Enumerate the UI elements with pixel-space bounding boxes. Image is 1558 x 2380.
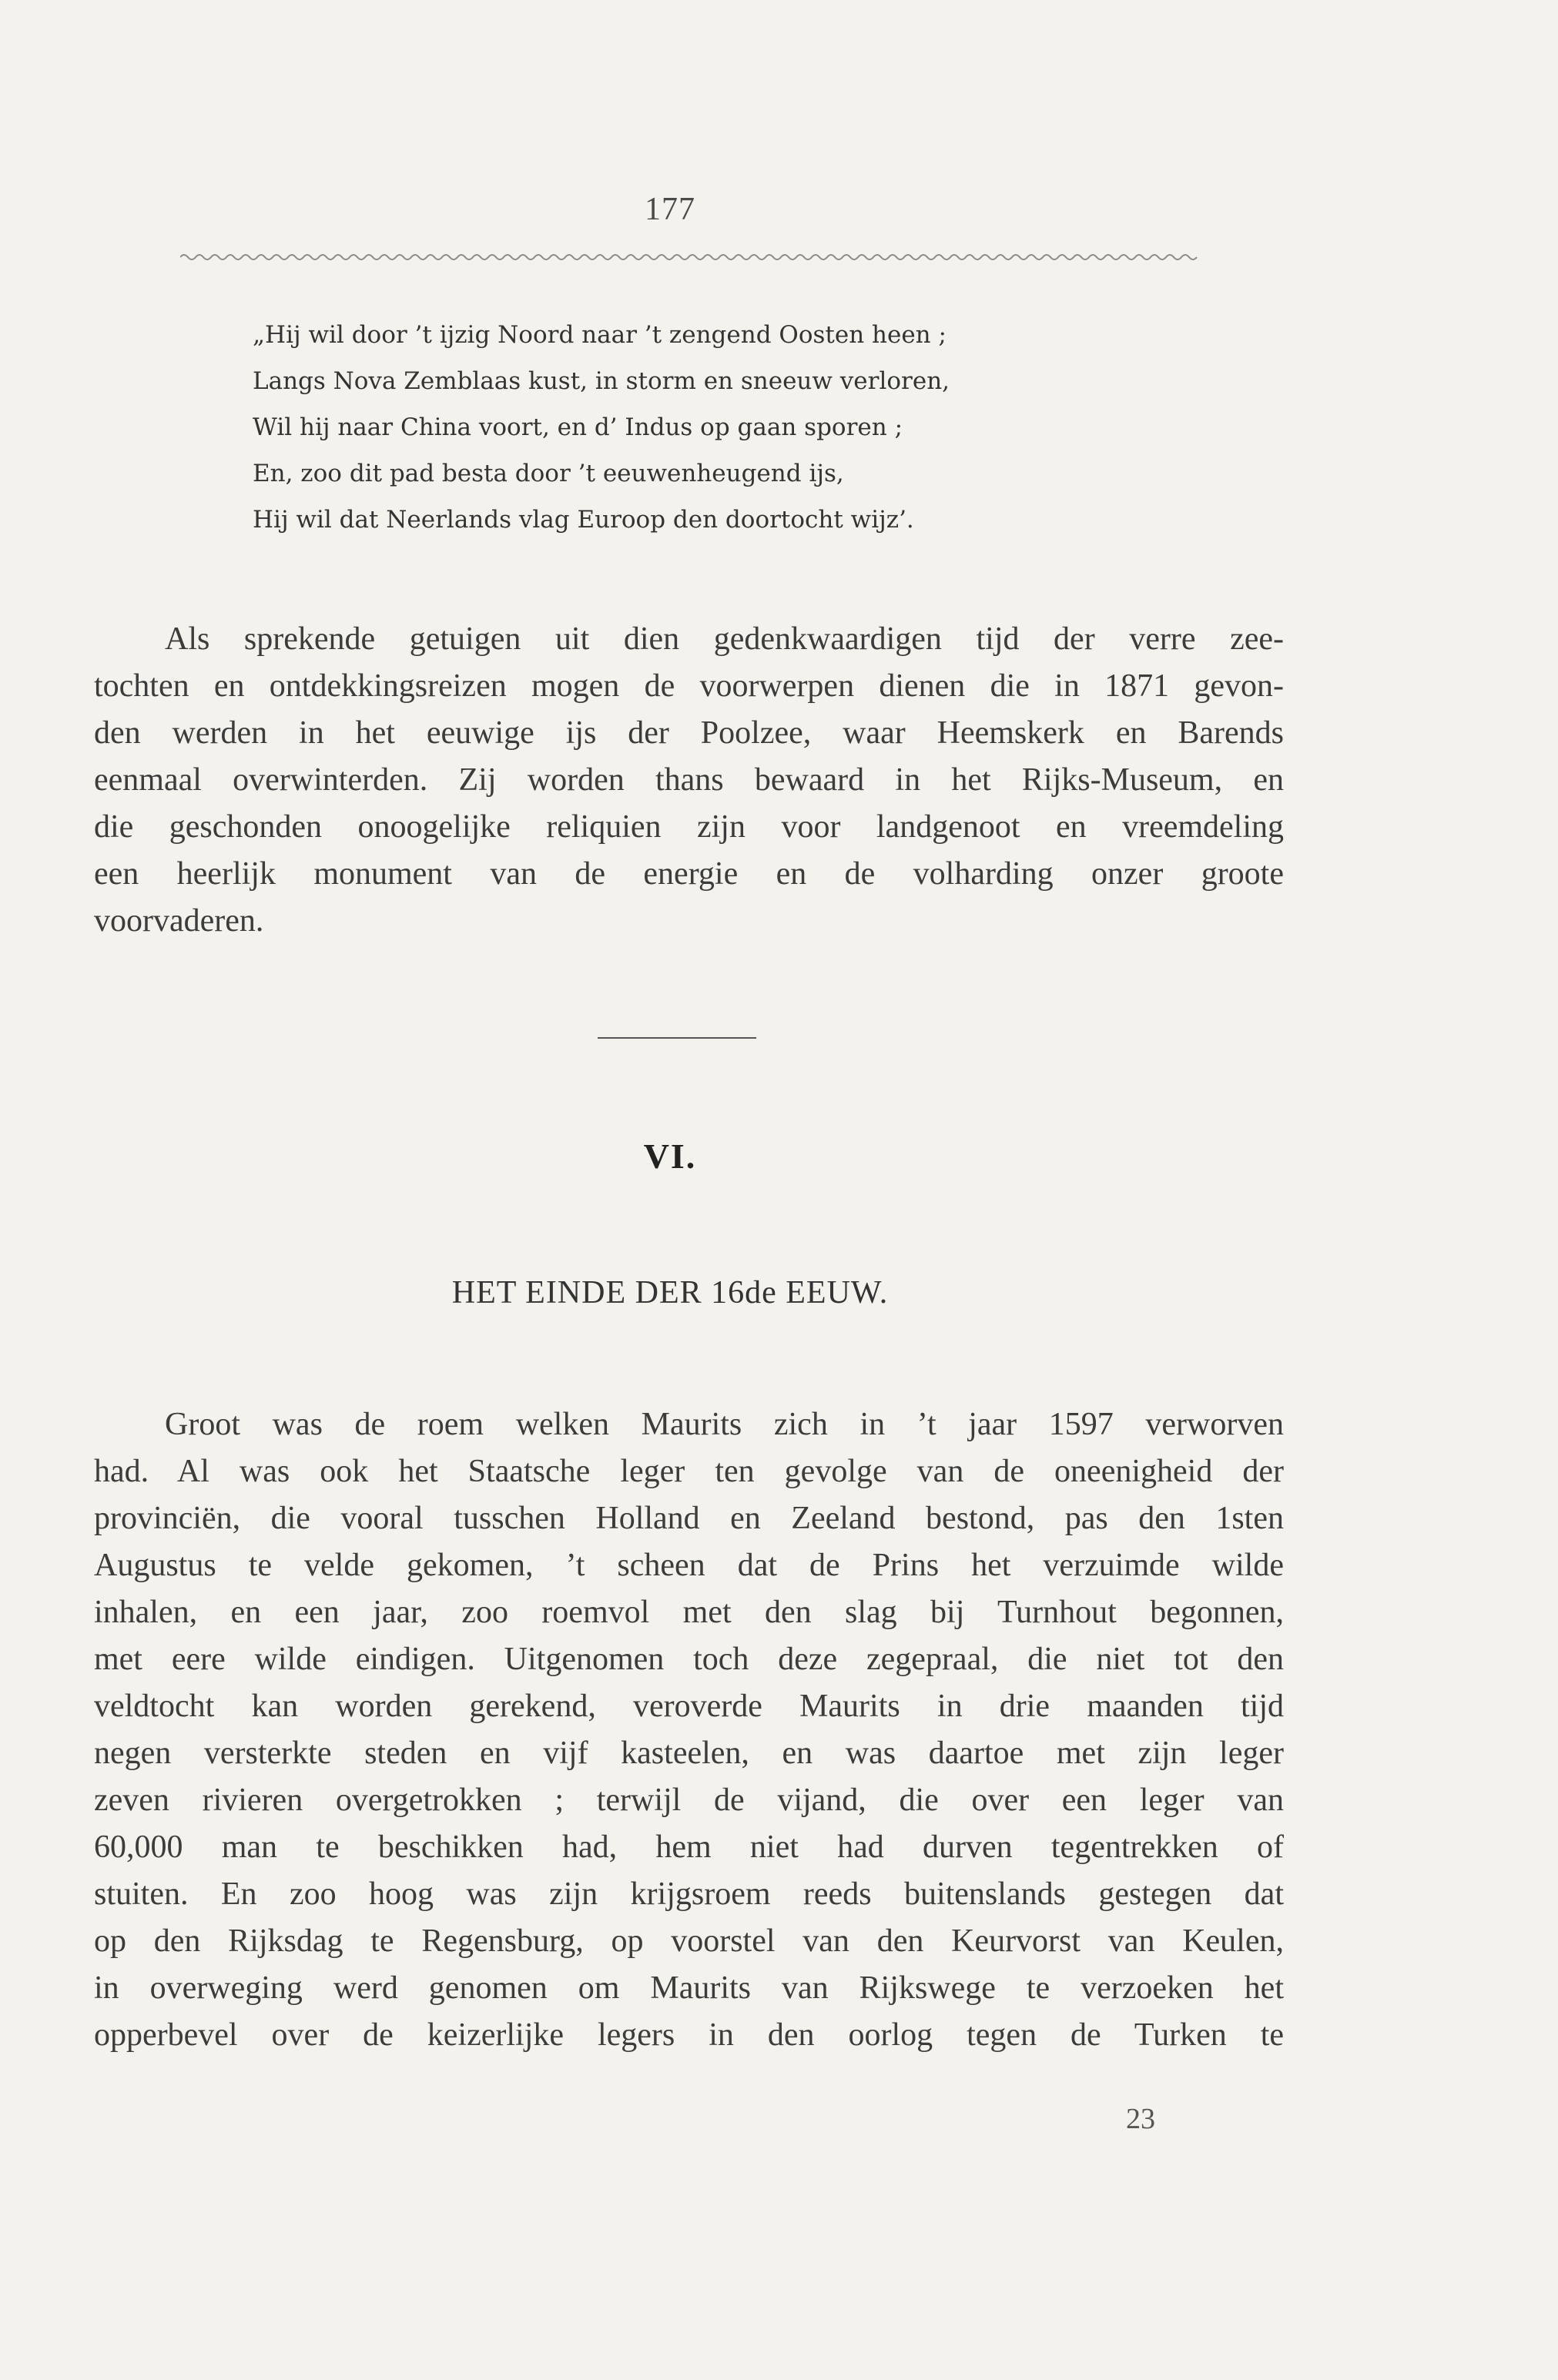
text-line: een heerlijk monument van de energie en de volharding onzer groote (94, 856, 1284, 892)
text-line: Groot was de roem welken Maurits zich in ’t jaar 1597 verworven (165, 1407, 1284, 1442)
ornamental-wavy-rule (180, 248, 1282, 263)
text-line: tochten en ontdekkingsreizen mogen de voorwerpen dienen die in 1871 gevon- (94, 668, 1284, 704)
text-line: stuiten. En zoo hoog was zijn krijgsroem reeds buitenslands gestegen dat (94, 1876, 1284, 1912)
text-line: den werden in het eeuwige ijs der Poolzee, waar Heemskerk en Barends (94, 715, 1284, 751)
text-line: opperbevel over de keizerlijke legers in den oorlog tegen de Turken te (94, 2017, 1284, 2053)
paragraph-relics (94, 616, 1284, 945)
chapter-number: VI. (643, 1136, 697, 1176)
text-line: zeven rivieren overgetrokken ; terwijl de vijand, die over een leger van (94, 1782, 1284, 1818)
text-line: voorvaderen. (94, 903, 264, 939)
section-divider (598, 1037, 756, 1039)
signature-mark: 23 (1126, 2103, 1155, 2135)
page-number: 177 (645, 192, 695, 227)
poem-line: „Hij wil door ’t ijzig Noord naar ’t zengend Oosten heen ; (253, 321, 947, 349)
poem-line: Langs Nova Zemblaas kust, in storm en sneeuw verloren, (253, 367, 950, 395)
poem-line: En, zoo dit pad besta door ’t eeuwenheugend ijs, (253, 460, 844, 487)
text-line: in overweging werd genomen om Maurits van Rijkswege te verzoeken het (94, 1970, 1284, 2006)
poem-line: Hij wil dat Neerlands vlag Euroop den doortocht wijz’. (253, 506, 914, 534)
poem-line: Wil hij naar China voort, en d’ Indus op gaan sporen ; (253, 413, 903, 441)
text-line: op den Rijksdag te Regensburg, op voorstel van den Keurvorst van Keulen, (94, 1923, 1284, 1959)
chapter-title: HET EINDE DER 16de EEUW. (451, 1275, 889, 1311)
text-line: inhalen, en een jaar, zoo roemvol met den slag bij Turnhout begonnen, (94, 1595, 1284, 1630)
text-line: negen versterkte steden en vijf kasteelen, en was daartoe met zijn leger (94, 1736, 1284, 1771)
text-line: met eere wilde eindigen. Uitgenomen toch deze zegepraal, die niet tot den (94, 1642, 1284, 1677)
text-line: veldtocht kan worden gerekend, veroverde Maurits in drie maanden tijd (94, 1689, 1284, 1724)
text-line: die geschonden onoogelijke reliquien zijn voor landgenoot en vreemdeling (94, 809, 1284, 845)
paragraph-maurits (94, 1401, 1284, 2059)
poem-block (253, 312, 1223, 543)
text-line: had. Al was ook het Staatsche leger ten gevolge van de oneenigheid der (94, 1454, 1284, 1489)
text-line: Als sprekende getuigen uit dien gedenkwaardigen tijd der verre zee- (165, 621, 1284, 657)
text-line: 60,000 man te beschikken had, hem niet had durven tegentrekken of (94, 1829, 1284, 1865)
text-line: provinciën, die vooral tusschen Holland en Zeeland bestond, pas den 1sten (94, 1501, 1284, 1536)
text-line: eenmaal overwinterden. Zij worden thans bewaard in het Rijks-Museum, en (94, 762, 1284, 798)
text-line: Augustus te velde gekomen, ’t scheen dat de Prins het verzuimde wilde (94, 1548, 1284, 1583)
